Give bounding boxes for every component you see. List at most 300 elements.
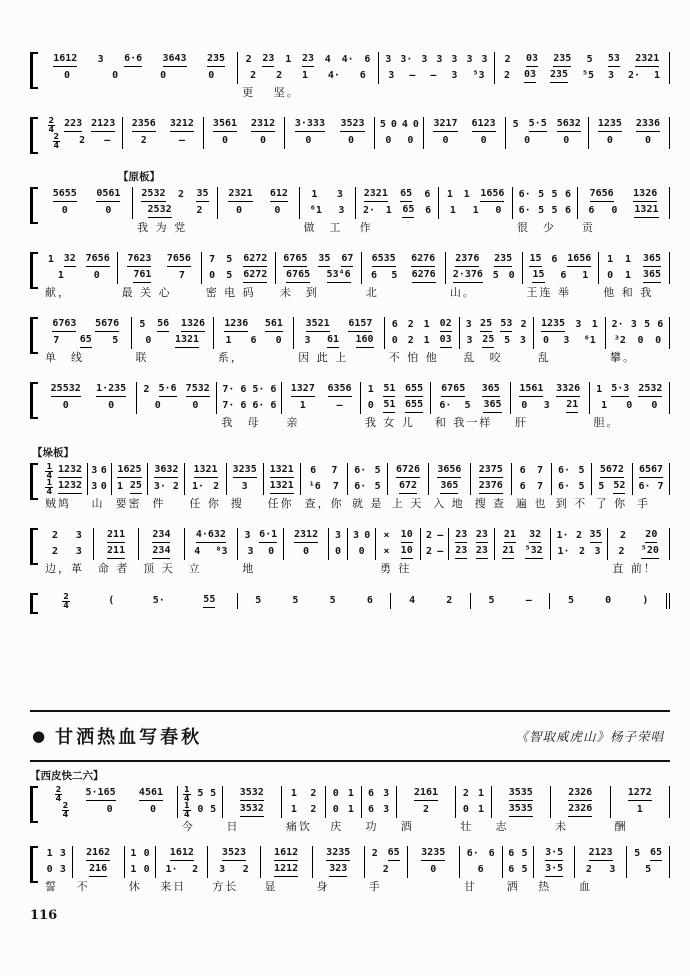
note-group: 6: [368, 804, 375, 815]
note-group: 3217: [433, 118, 457, 132]
lyric-line: 和 我一样: [434, 416, 493, 429]
note-group: 3656: [437, 464, 461, 478]
note-line-bottom: [285, 398, 356, 414]
note-group: 3: [388, 70, 395, 81]
note-line-bottom: [241, 544, 280, 560]
page-number: 116: [30, 908, 58, 923]
note-line-top: [459, 786, 487, 802]
ts-numerator: 2: [63, 591, 69, 601]
note-group: 2: [51, 530, 58, 541]
score-part-2: [30, 786, 670, 894]
note-group: 2376: [455, 253, 479, 267]
note-group: 65: [400, 188, 412, 202]
measure-notes: [471, 463, 512, 495]
note-line-top: [449, 252, 519, 268]
note-line-bottom: [230, 479, 260, 495]
measure: [611, 786, 671, 834]
measure: [73, 846, 125, 894]
note-group: 6567: [639, 464, 663, 478]
note-group: 5: [598, 481, 605, 492]
note-group: 235: [550, 69, 568, 83]
note-group: 655: [405, 383, 423, 397]
note-group: 10: [401, 545, 413, 559]
note-group: 3532: [240, 787, 264, 801]
note-group: 2: [371, 848, 378, 859]
note-group: 7656: [167, 253, 191, 267]
note-group: 6763: [52, 318, 76, 332]
note-group: 7: [537, 465, 544, 476]
note-group: 6: [519, 465, 526, 476]
lyric-line: 痛饮: [286, 820, 313, 833]
note-line-bottom: [379, 544, 417, 560]
measure-notes: [552, 463, 592, 495]
note-group: 2123: [589, 847, 613, 861]
note-line-top: [636, 463, 666, 479]
measure: [376, 528, 421, 576]
note-group: 3: [334, 530, 341, 541]
note-group: 2: [172, 481, 179, 492]
note-group: 21: [504, 529, 516, 543]
note-group: 6: [240, 400, 247, 411]
note-group: 0: [367, 400, 374, 411]
note-group: 3: [241, 481, 248, 492]
measure: [608, 528, 670, 576]
note-group: 0: [606, 135, 613, 146]
note-group: 0: [221, 135, 228, 146]
note-group: 0: [143, 864, 150, 875]
note-group: 0: [334, 546, 341, 557]
section-title-block: [30, 710, 670, 762]
score-system: [30, 786, 670, 834]
note-line-bottom: [121, 268, 198, 284]
measure: [329, 528, 349, 576]
lyric-line: [218, 219, 300, 235]
measure-notes: [460, 846, 503, 878]
measure: [421, 528, 449, 576]
note-group: 5: [551, 205, 558, 216]
lyric-line: 立: [188, 562, 202, 575]
note-group: 6: [424, 189, 431, 200]
note-line-bottom: [44, 479, 84, 495]
note-group: 1: [601, 400, 608, 411]
note-group: 2532: [141, 188, 165, 202]
note-line-top: [555, 463, 588, 479]
lyric-line: [379, 84, 495, 100]
note-line-top: [554, 528, 605, 544]
note-line-top: [128, 846, 153, 862]
note-group: 3·5: [545, 863, 563, 877]
note-line-top: [126, 117, 200, 133]
note-group: 6: [368, 788, 375, 799]
lyric-line: 任 你: [189, 497, 221, 510]
note-group: 0: [303, 546, 310, 557]
lyric-line: 功: [365, 820, 379, 833]
measure-notes: [513, 187, 578, 219]
measure-notes: [376, 528, 421, 560]
note-group: 3: [594, 546, 601, 557]
note-group: ×: [383, 530, 390, 541]
note-group: 2: [425, 546, 432, 557]
note-line-top: [211, 846, 256, 862]
note-line-bottom: [126, 133, 200, 149]
note-group: 5: [645, 864, 652, 875]
measure: [534, 846, 575, 894]
note-group: 5: [226, 270, 233, 281]
note-group: 561: [265, 318, 283, 332]
note-group: 3: [451, 70, 458, 81]
note-group: 1: [477, 804, 484, 815]
note-line-top: [220, 382, 278, 398]
system-measures: [41, 187, 670, 235]
note-group: 5: [551, 189, 558, 200]
note-line-top: [44, 382, 133, 398]
note-line-bottom: [221, 203, 296, 219]
note-line-top: [351, 463, 384, 479]
measure: [429, 463, 470, 511]
ts-numerator: 2: [48, 115, 55, 125]
measure-notes: [185, 528, 239, 560]
note-group: 0: [412, 119, 419, 130]
note-line-bottom: [630, 862, 666, 878]
note-group: 23: [455, 529, 467, 543]
note-group: 4: [324, 54, 331, 65]
measure: [379, 52, 495, 100]
note-line-top: [516, 187, 574, 203]
note-group: 7656: [590, 188, 614, 202]
note-group: 67: [341, 253, 353, 267]
note-group: 3212: [170, 118, 194, 132]
lyric-line: 酬: [614, 820, 628, 833]
note-line-bottom: [226, 802, 279, 818]
note-line-top: [136, 187, 214, 203]
note-group: 1·: [556, 530, 569, 541]
measure-notes: [446, 252, 523, 284]
note-line-top: [76, 846, 121, 862]
system-measures: [41, 52, 670, 100]
note-group: 5: [329, 595, 336, 606]
note-group: 5: [374, 481, 381, 492]
note-group: 1: [625, 270, 632, 281]
note-line-bottom: [142, 544, 180, 560]
lyric-line: [408, 878, 460, 894]
note-group: 3: [466, 335, 473, 346]
note-group: 2: [579, 546, 586, 557]
note-line-top: [411, 846, 456, 862]
measure: [512, 463, 552, 511]
measure: [301, 463, 348, 511]
note-group: 0: [197, 804, 204, 815]
note-group: 6: [488, 848, 495, 859]
note-group: —: [409, 70, 416, 81]
note-line-bottom: [365, 802, 393, 818]
note-group: 3: [519, 335, 526, 346]
note-group: 3: [219, 864, 226, 875]
note-group: 5: [210, 804, 217, 815]
note-line-top: [526, 252, 596, 268]
note-group: 1625: [117, 464, 141, 478]
note-group: 03: [440, 334, 452, 348]
note-group: 4·: [327, 70, 340, 81]
measure: [492, 786, 552, 834]
score-system: [30, 117, 670, 154]
note-line-bottom: [365, 268, 442, 284]
note-group: 1: [463, 189, 470, 200]
note-group: ⁵5: [582, 70, 595, 81]
note-group: 3: [304, 335, 311, 346]
note-line-top: [609, 317, 666, 333]
note-line-bottom: [279, 268, 358, 284]
note-group: 0: [480, 135, 487, 146]
note-line-top: [359, 187, 436, 203]
note-line-bottom: [151, 479, 181, 495]
ts-numerator: 1: [184, 784, 190, 794]
note-line-top: [365, 252, 442, 268]
note-group: 3: [91, 481, 98, 492]
note-line-top: [121, 252, 198, 268]
note-line-bottom: [391, 479, 425, 495]
note-group: 1: [290, 804, 297, 815]
note-line-bottom: [411, 862, 456, 878]
note-line-top: [509, 117, 585, 133]
note-group: 211: [107, 545, 125, 559]
lyric-line: 联: [135, 351, 149, 364]
note-group: 2: [407, 335, 414, 346]
note-group: 1: [130, 848, 137, 859]
note-line-bottom: [442, 203, 508, 219]
lyric-line: 攀。: [609, 351, 636, 364]
note-line-bottom: [578, 862, 623, 878]
note-line-bottom: [636, 479, 666, 495]
note-line-bottom: [44, 203, 129, 219]
lyric-line: 件: [152, 497, 166, 510]
note-group: 1·: [191, 481, 204, 492]
note-group: 7623: [127, 253, 151, 267]
note-group: 6157: [348, 318, 372, 332]
lyric-line: 甘: [463, 880, 477, 893]
measure: [446, 252, 523, 300]
note-group: 2: [576, 530, 583, 541]
measure: [460, 846, 503, 894]
note-group: 6: [588, 205, 595, 216]
note-group: 6: [310, 465, 317, 476]
note-group: 0: [305, 135, 312, 146]
note-line-bottom: [159, 862, 204, 878]
measure-notes: [94, 528, 139, 560]
note-group: 0: [192, 400, 199, 411]
note-group: 7532: [186, 383, 210, 397]
lyric-line: 上 天: [391, 497, 424, 510]
measure-notes: [301, 463, 348, 495]
note-line-bottom: [329, 802, 357, 818]
note-group: —: [525, 595, 532, 606]
lyric-line: 休: [128, 880, 142, 893]
measure-notes: [238, 528, 284, 560]
note-group: 5: [226, 254, 233, 265]
measure-notes: [633, 463, 670, 495]
note-group: 612: [270, 188, 288, 202]
note-group: 3: [421, 54, 428, 65]
measure-notes: [471, 593, 550, 609]
note-group: 1: [423, 335, 430, 346]
note-group: 0: [208, 70, 215, 81]
lyric-line: 方长: [212, 880, 239, 893]
lyric-line: 我 为 党: [137, 221, 188, 234]
note-group: 0: [611, 205, 618, 216]
note-group: 2: [242, 864, 249, 875]
note-group: 5: [374, 465, 381, 476]
measure: [424, 117, 505, 149]
note-group: 55: [203, 594, 215, 608]
note-group: 6·: [558, 481, 571, 492]
note-line-top: [230, 463, 260, 479]
note-group: 1212: [274, 863, 298, 877]
note-line-bottom: [516, 203, 574, 219]
note-group: 21: [502, 545, 514, 559]
note-group: 6272: [243, 253, 267, 267]
note-group: 2: [196, 205, 203, 216]
note-group: 23: [476, 545, 488, 559]
measure: [41, 593, 238, 609]
lyric-line: 手: [368, 880, 382, 893]
score-system: [30, 187, 670, 235]
note-group: 1232: [58, 464, 82, 478]
note-group: 0: [274, 205, 281, 216]
note-line-bottom: [449, 268, 519, 284]
measure: [185, 463, 226, 511]
note-group: 3632: [154, 464, 178, 478]
note-group: ⁶1: [583, 335, 596, 346]
measure: [294, 317, 385, 365]
note-group: 5: [379, 119, 386, 130]
ts-denominator: 4: [48, 124, 55, 134]
note-group: 0561: [96, 188, 120, 202]
note-line-top: [115, 463, 145, 479]
measure-notes: [261, 846, 313, 878]
note-group: 2·: [627, 70, 641, 81]
lyric-line: 显: [264, 880, 278, 893]
note-line-bottom: [388, 333, 456, 349]
note-line-bottom: [432, 479, 466, 495]
lyric-line: 边，革: [45, 562, 84, 575]
note-group: 0: [442, 135, 449, 146]
note-line-top: [432, 463, 466, 479]
banban-marker: 【垛板】: [32, 447, 74, 459]
lyric-line: 北: [365, 286, 379, 299]
note-group: 1: [225, 335, 232, 346]
measure-notes: [41, 187, 133, 219]
measure: [552, 463, 592, 511]
lyric-line: [495, 84, 670, 100]
note-group: 15: [532, 269, 544, 283]
note-group: 3: [608, 70, 615, 81]
note-line-top: [394, 593, 466, 609]
note-group: 3: [75, 530, 82, 541]
note-group: 0: [209, 270, 216, 281]
ts-numerator: 2: [55, 784, 62, 794]
note-group: 6: [657, 319, 664, 330]
note-group: 2: [618, 546, 625, 557]
note-line-top: [44, 52, 234, 68]
note-line-top: [424, 528, 445, 544]
note-group: 3: [244, 530, 251, 541]
note-group: 3: [75, 546, 82, 557]
note-line-bottom: [400, 802, 453, 818]
measure-notes: [534, 317, 606, 349]
measure: [41, 786, 178, 834]
measure-notes: [208, 846, 260, 878]
measure: [460, 317, 534, 365]
note-group: 2375: [479, 464, 503, 478]
note-group: 25: [480, 318, 492, 332]
note-line-bottom: [97, 544, 135, 560]
note-line-top: [474, 463, 508, 479]
measure-notes: [112, 463, 149, 495]
lyric-line: 献，: [45, 286, 71, 299]
note-line-bottom: [509, 133, 585, 149]
note-group: 5: [255, 595, 262, 606]
measure: [391, 593, 470, 609]
measure: [238, 528, 284, 576]
note-group: 6: [250, 335, 257, 346]
measure-notes: [123, 117, 204, 149]
note-line-bottom: [140, 398, 213, 414]
note-line-bottom: [351, 544, 372, 560]
note-group: 3·: [400, 54, 413, 65]
measure-notes: [460, 317, 534, 349]
note-group: 0: [495, 205, 502, 216]
measure: [123, 117, 204, 149]
note-line-top: [279, 252, 358, 268]
note-group: 3: [383, 788, 390, 799]
note-line-bottom: [44, 68, 234, 84]
measure: [439, 187, 512, 235]
note-group: 3521: [306, 318, 330, 332]
measure: [449, 528, 495, 576]
note-group: 6356: [328, 383, 352, 397]
measure: [313, 846, 365, 894]
note-group: 6·: [252, 400, 265, 411]
measure-notes: [41, 593, 238, 609]
banban-marker: 【原板】: [118, 171, 160, 183]
measure: [238, 593, 392, 609]
measure-notes: [379, 52, 495, 84]
measure: [599, 252, 670, 300]
measure-notes: [214, 317, 294, 349]
note-group: 1321: [175, 334, 199, 348]
note-group: 2: [504, 54, 511, 65]
note-group: 1235: [598, 118, 622, 132]
note-group: 323: [329, 863, 347, 877]
note-group: 5676: [95, 318, 119, 332]
note-group: 5·: [252, 384, 265, 395]
note-line-top: [351, 528, 372, 544]
measure: [513, 187, 578, 235]
note-group: 2: [423, 804, 430, 815]
note-group: —: [437, 546, 444, 557]
note-group: 0: [390, 119, 397, 130]
note-line-top: [554, 786, 607, 802]
measure-notes: [592, 463, 633, 495]
note-line-top: [388, 317, 456, 333]
measure-notes: [326, 786, 361, 818]
measure-notes: [313, 846, 365, 878]
note-group: 5: [567, 595, 574, 606]
note-line-top: [391, 463, 425, 479]
note-line-top: [553, 593, 663, 609]
note-group: 5: [521, 864, 528, 875]
lyric-line: 了 你: [595, 497, 628, 510]
lyric-line: 我 女 儿: [364, 416, 415, 429]
